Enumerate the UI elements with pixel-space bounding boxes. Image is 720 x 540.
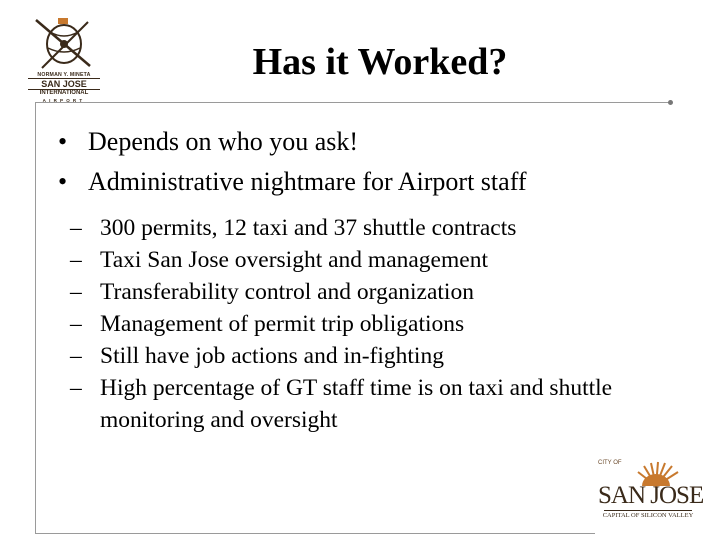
sub-bullet-mark: – <box>70 375 82 401</box>
frame-top-line <box>35 102 670 103</box>
sub-bullet-mark: – <box>70 311 82 337</box>
sub-bullet-item <box>70 340 650 372</box>
airport-logo <box>28 14 100 102</box>
globe-compass-icon <box>28 14 100 72</box>
sub-bullet-item <box>70 244 650 276</box>
airport-logo-line3: INTERNATIONAL <box>39 90 89 96</box>
sub-bullet-mark: – <box>70 279 82 305</box>
city-logo-tagline: CAPITAL OF SILICON VALLEY <box>602 512 694 519</box>
sub-bullet-mark: – <box>70 343 82 369</box>
sub-bullet-item <box>70 372 650 436</box>
sub-bullet-mark: – <box>70 215 82 241</box>
sub-bullet-list <box>70 212 650 436</box>
sub-bullet-text: Transferability control and organization <box>100 279 474 305</box>
city-logo <box>598 460 704 532</box>
bullet-mark: • <box>58 127 68 156</box>
sub-bullet-mark: – <box>70 247 82 273</box>
slide-title: Has it Worked? <box>252 41 508 83</box>
sub-bullet-item <box>70 276 650 308</box>
sub-bullet-item <box>70 212 650 244</box>
sub-bullet-text: 300 permits, 12 taxi and 37 shuttle contracts <box>100 215 517 241</box>
sub-bullet-text: Taxi San Jose oversight and management <box>100 247 488 273</box>
sub-bullet-item <box>70 308 650 340</box>
city-logo-small: CITY OF <box>598 460 622 466</box>
sub-bullet-text: Management of permit trip obligations <box>100 311 465 337</box>
bullet-text: Depends on who you ask! <box>88 127 359 156</box>
bullet-mark: • <box>58 167 68 196</box>
airport-logo-line4: AIRPORT <box>42 98 86 103</box>
frame-end-dot <box>668 100 673 105</box>
airport-logo-line1: NORMAN Y. MINETA <box>37 72 91 78</box>
frame-left-line <box>35 102 36 534</box>
frame-bottom-line <box>35 533 595 534</box>
bullet-item <box>58 162 678 202</box>
sub-bullet-text: High percentage of GT staff time is on taxi and shuttle monitoring and oversight <box>100 375 613 433</box>
city-logo-divider <box>604 510 692 511</box>
sub-bullet-text: Still have job actions and in-fighting <box>100 343 444 369</box>
airport-logo-line2: SAN JOSE <box>28 78 100 90</box>
bullet-list <box>58 122 678 202</box>
city-logo-name: SAN JOSE <box>598 482 704 509</box>
bullet-item <box>58 122 678 162</box>
bullet-text: Administrative nightmare for Airport staff <box>88 167 527 196</box>
